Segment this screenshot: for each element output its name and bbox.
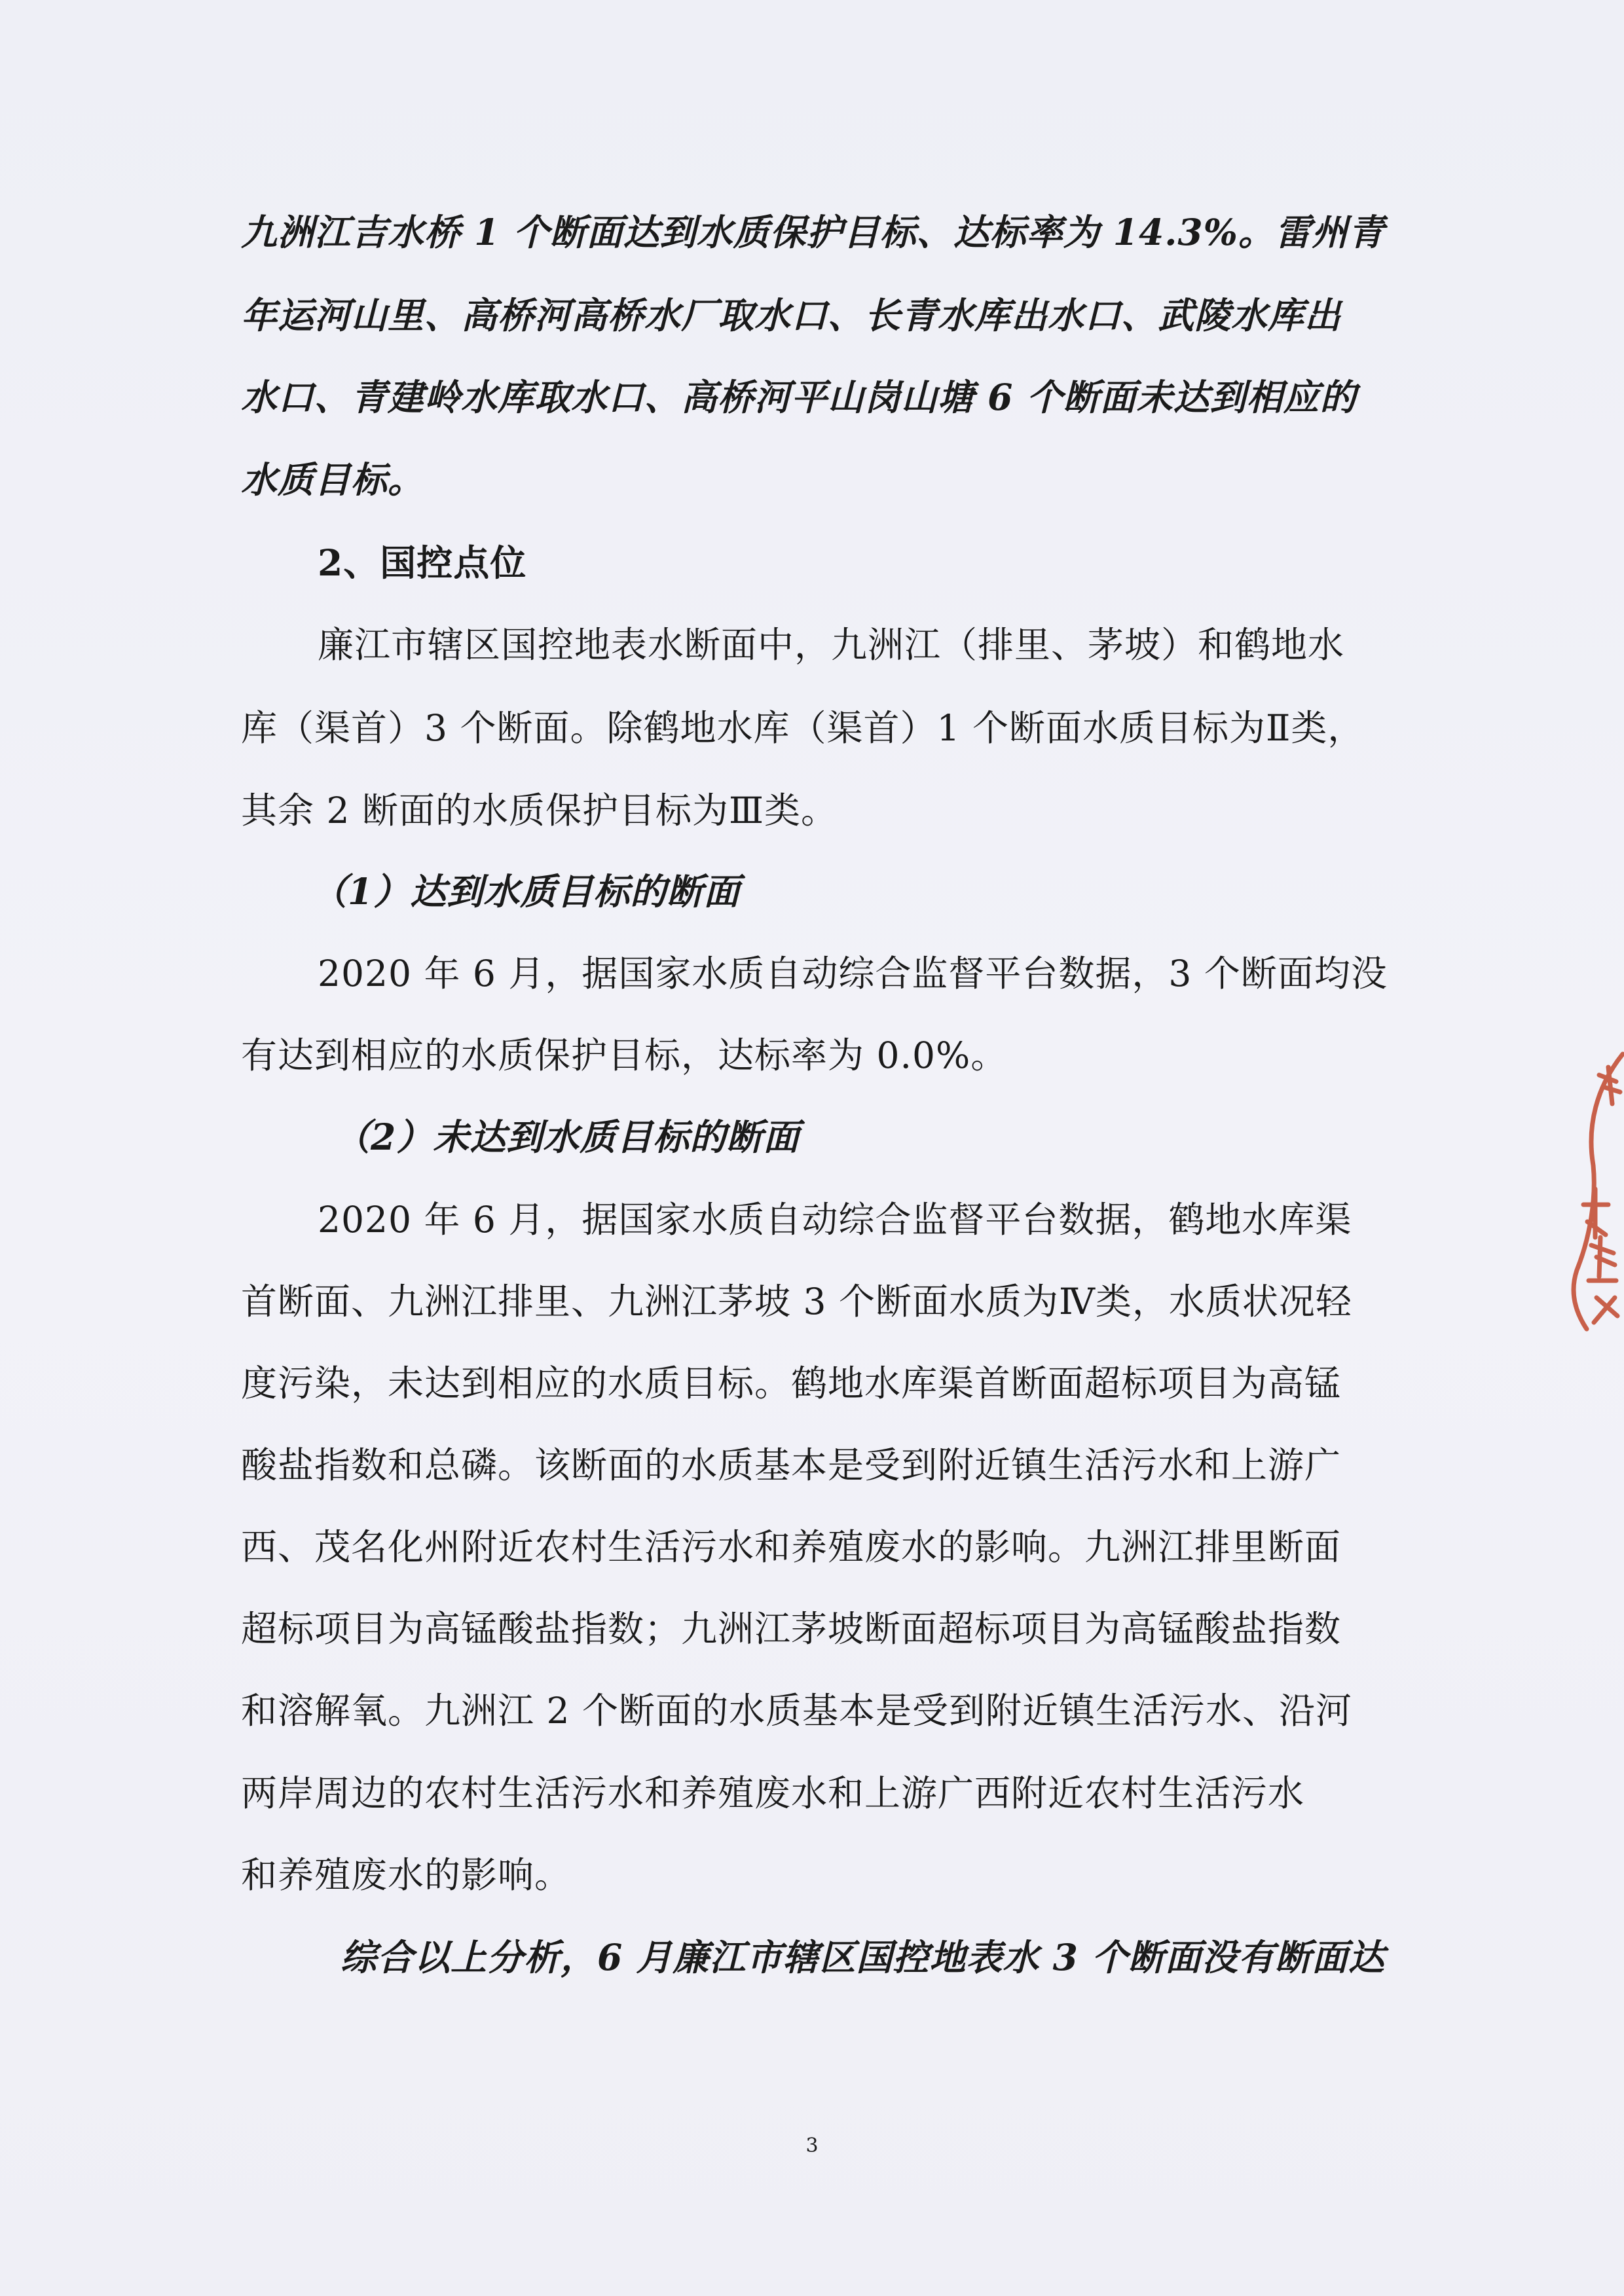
body-line: 水口、青建岭水库取水口、高桥河平山岗山塘 6 个断面未达到相应的 bbox=[241, 376, 1357, 418]
body-line: 综合以上分析，6 月廉江市辖区国控地表水 3 个断面没有断面达 bbox=[341, 1936, 1385, 1978]
body-line: 年运河山里、高桥河高桥水厂取水口、长青水库出水口、武陵水库出 bbox=[241, 294, 1342, 337]
seal-stamp-icon bbox=[1557, 1041, 1624, 1342]
subheading: （1）达到水质目标的断面 bbox=[311, 870, 741, 913]
body-line: 2020 年 6 月，据国家水质自动综合监督平台数据，鹤地水库渠 bbox=[318, 1199, 1352, 1241]
official-seal bbox=[1557, 1041, 1624, 1342]
section-heading: 2、国控点位 bbox=[318, 541, 527, 584]
body-line: 2020 年 6 月，据国家水质自动综合监督平台数据，3 个断面均没 bbox=[318, 953, 1388, 994]
body-line: 酸盐指数和总磷。该断面的水质基本是受到附近镇生活污水和上游广 bbox=[241, 1444, 1342, 1486]
body-line: 首断面、九洲江排里、九洲江茅坡 3 个断面水质为Ⅳ类，水质状况轻 bbox=[241, 1281, 1352, 1322]
body-line: 库（渠首）3 个断面。除鹤地水库（渠首）1 个断面水质目标为Ⅱ类， bbox=[241, 707, 1365, 749]
body-line: 水质目标。 bbox=[241, 458, 425, 501]
body-line: 廉江市辖区国控地表水断面中，九洲江（排里、茅坡）和鹤地水 bbox=[318, 624, 1345, 666]
body-line: 度污染，未达到相应的水质目标。鹤地水库渠首断面超标项目为高锰 bbox=[241, 1362, 1342, 1404]
body-line: 两岸周边的农村生活污水和养殖废水和上游广西附近农村生活污水 bbox=[241, 1772, 1305, 1814]
body-line: 其余 2 断面的水质保护目标为Ⅲ类。 bbox=[241, 790, 838, 831]
body-line: 和溶解氧。九洲江 2 个断面的水质基本是受到附近镇生活污水、沿河 bbox=[241, 1690, 1352, 1732]
body-line: 有达到相应的水质保护目标，达标率为 0.0%。 bbox=[241, 1034, 1008, 1076]
body-line: 和养殖废水的影响。 bbox=[241, 1854, 572, 1896]
page-number: 3 bbox=[805, 2134, 819, 2157]
subheading: （2）未达到水质目标的断面 bbox=[334, 1116, 800, 1158]
body-line: 西、茂名化州附近农村生活污水和养殖废水的影响。九洲江排里断面 bbox=[241, 1526, 1342, 1568]
body-line: 超标项目为高锰酸盐指数；九洲江茅坡断面超标项目为高锰酸盐指数 bbox=[241, 1608, 1342, 1650]
body-line: 九洲江吉水桥 1 个断面达到水质保护目标、达标率为 14.3%。雷州青 bbox=[241, 211, 1385, 253]
